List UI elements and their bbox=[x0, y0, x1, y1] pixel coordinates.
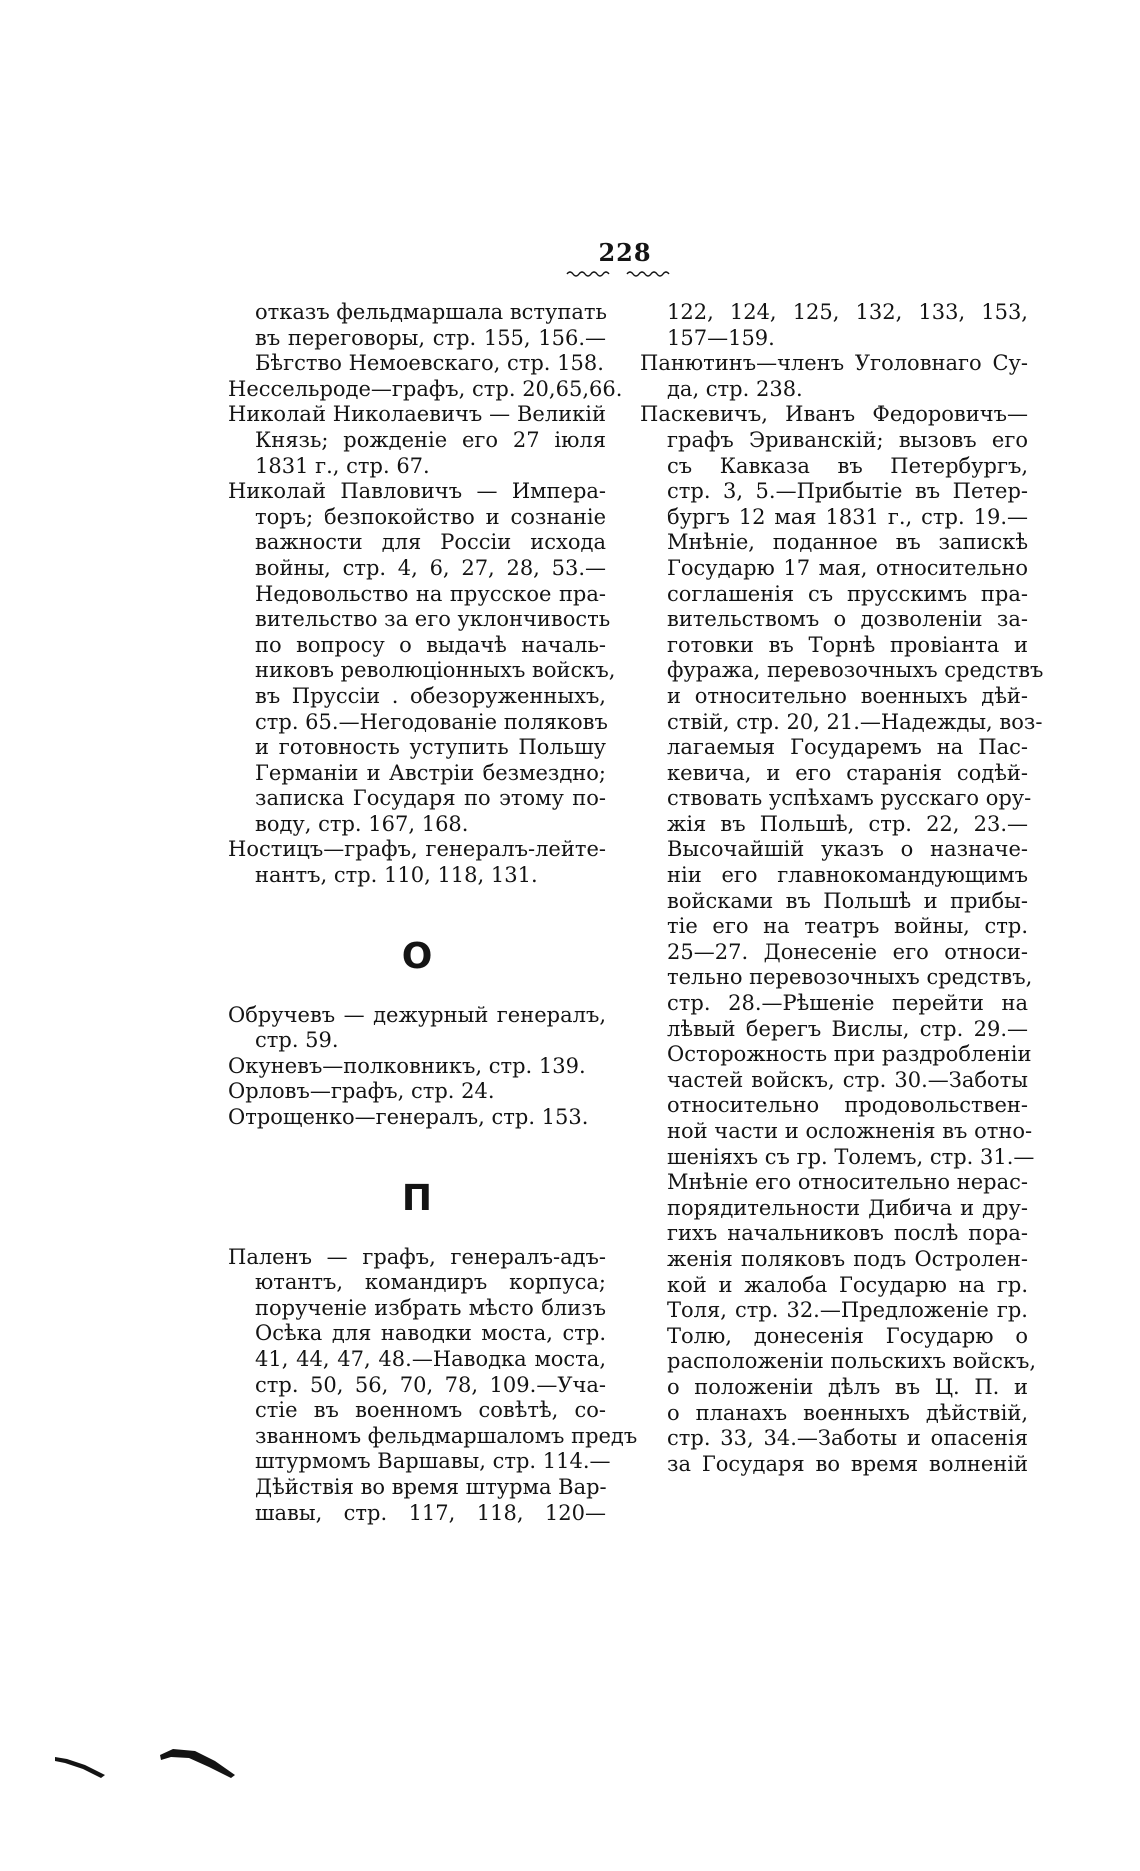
entry-line: Осѣка для наводки моста, стр. bbox=[255, 1321, 606, 1346]
entry-line: записка Государя по этому по- bbox=[255, 786, 606, 811]
section-spacer bbox=[228, 889, 606, 937]
index-entry bbox=[228, 1244, 638, 1527]
entry-line: войны, стр. 4, 6, 27, 28, 53.— bbox=[255, 555, 606, 580]
entry-line: съ Кавказа въ Петербургъ, bbox=[667, 453, 1028, 478]
entry-line: тельно перевозочныхъ средствъ, bbox=[667, 965, 1033, 990]
entry-line: Орловъ—графъ, стр. 24. bbox=[228, 1079, 495, 1104]
entry-line: лагаемыя Государемъ на Пас- bbox=[667, 735, 1028, 760]
section-letter-p: П bbox=[401, 1177, 433, 1219]
entry-line: важности для Россiи исхода bbox=[255, 530, 606, 555]
ornament-divider bbox=[565, 268, 685, 280]
entry-line: торъ; безпокойство и сознанiе bbox=[255, 504, 606, 529]
entry-line: расположенiи польскихъ войскъ, bbox=[667, 1349, 1037, 1374]
entry-line: стр. 65.—Негодованiе поляковъ bbox=[255, 709, 608, 734]
entry-line: стр. 50, 56, 70, 78, 109.—Уча- bbox=[255, 1372, 606, 1397]
entry-line: 122, 124, 125, 132, 133, 153, bbox=[667, 300, 1028, 324]
entry-line: ютантъ, командиръ корпуса; bbox=[255, 1270, 606, 1295]
entry-line: частей войскъ, стр. 30.—Заботы bbox=[667, 1067, 1028, 1092]
entry-line: Обручевъ — дежурный генералъ, bbox=[228, 1002, 606, 1027]
entry-line: тiе его на театръ войны, стр. bbox=[667, 914, 1028, 939]
entry-line: ствiй, стр. 20, 21.—Надежды, воз- bbox=[667, 709, 1043, 734]
entry-line: Мнѣнiе его относительно нерас- bbox=[667, 1170, 1028, 1195]
section-spacer bbox=[228, 1219, 606, 1245]
page-number: 228 bbox=[598, 238, 652, 267]
entry-line: относительно продовольствен- bbox=[667, 1093, 1028, 1118]
entry-line: стр. 3, 5.—Прибытiе въ Петер- bbox=[667, 479, 1028, 504]
entry-line: фуража, перевозочныхъ средствъ bbox=[667, 658, 1044, 683]
index-entry bbox=[640, 402, 1044, 1477]
entry-line: въ Пруссiи . обезоруженныхъ, bbox=[255, 683, 606, 708]
entry-line: порядительности Дибича и дру- bbox=[667, 1195, 1028, 1220]
entry-line: стр. 28.—Рѣшенiе перейти на bbox=[667, 991, 1028, 1016]
entry-line: Бѣгство Немоевскаго, стр. 158. bbox=[255, 351, 604, 376]
entry-line: Паскевичъ, Иванъ Федоровичъ— bbox=[640, 402, 1028, 427]
entry-line: нiи его главнокомандующимъ bbox=[667, 863, 1028, 888]
left-column bbox=[228, 300, 638, 1526]
entry-line: Ностицъ—графъ, генералъ-лейте- bbox=[228, 837, 606, 862]
entry-line: отказъ фельдмаршала вступать bbox=[255, 300, 607, 324]
section-spacer bbox=[228, 977, 606, 1003]
entry-line: порученiе избрать мѣсто близъ bbox=[255, 1295, 606, 1320]
entry-line: Мнѣнiе, поданное въ запискѣ bbox=[667, 530, 1028, 555]
entry-line: Недовольство на прусское пра- bbox=[255, 581, 606, 606]
entry-line: кой и жалоба Государю на гр. bbox=[667, 1272, 1028, 1297]
entry-line: стр. 59. bbox=[255, 1028, 339, 1053]
index-entry bbox=[228, 402, 606, 479]
index-entry bbox=[228, 1054, 606, 1080]
entry-line: Князь; рожденiе его 27 iюля bbox=[255, 427, 606, 452]
entry-line: стiе въ военномъ совѣтѣ, со- bbox=[255, 1398, 606, 1423]
entry-line: Дѣйствiя во время штурма Вар- bbox=[255, 1474, 607, 1499]
entry-line: графъ Эриванскiй; вызовъ его bbox=[667, 427, 1028, 452]
index-entry bbox=[228, 1003, 606, 1054]
entry-line: 41, 44, 47, 48.—Наводка моста, bbox=[255, 1347, 606, 1371]
entry-line: лѣвый берегъ Вислы, стр. 29.— bbox=[667, 1016, 1028, 1041]
entry-line: Николай Николаевичъ — Великiй bbox=[228, 402, 606, 427]
entry-line: Государю 17 мая, относительно bbox=[667, 555, 1028, 580]
entry-line: кевича, и его старанiя содѣй- bbox=[667, 760, 1028, 785]
index-entry bbox=[228, 376, 623, 403]
entry-line: никовъ революцiонныхъ войскъ, bbox=[255, 658, 616, 683]
entry-line: Высочайшiй указъ о назначе- bbox=[667, 837, 1028, 862]
entry-line: Нессельроде—графъ, стр. 20,65,66. bbox=[228, 376, 623, 401]
index-entry bbox=[228, 837, 606, 888]
entry-line: Толю, донесенiя Государю о bbox=[667, 1323, 1028, 1348]
entry-line: ствовать успѣхамъ русскаго ору- bbox=[667, 786, 1032, 811]
entry-line: Толя, стр. 32.—Предложенiе гр. bbox=[667, 1298, 1028, 1323]
entry-line: 157—159. bbox=[667, 325, 775, 350]
entry-line: по вопросу о выдачѣ началь- bbox=[255, 632, 606, 657]
entry-line: и относительно военныхъ дѣй- bbox=[667, 683, 1028, 708]
entry-line: вительство за его уклончивость bbox=[255, 607, 611, 632]
entry-line: Паленъ — графъ, генералъ-адъ- bbox=[228, 1244, 606, 1269]
entry-line: гихъ начальниковъ послѣ пора- bbox=[667, 1221, 1028, 1246]
entry-line: шенiяхъ съ гр. Толемъ, стр. 31.— bbox=[667, 1144, 1035, 1169]
entry-line: Окуневъ—полковникъ, стр. 139. bbox=[228, 1053, 586, 1078]
entry-line: готовки въ Торнѣ провiанта и bbox=[667, 632, 1028, 657]
entry-line: за Государя во время волненiй bbox=[667, 1451, 1028, 1476]
section-letter-o: О bbox=[401, 935, 433, 977]
entry-line: Германiи и Австрiи безмездно; bbox=[255, 760, 606, 785]
entry-line: женiя поляковъ подъ Остролен- bbox=[667, 1246, 1028, 1271]
entry-line: о планахъ военныхъ дѣйствiй, bbox=[667, 1400, 1028, 1425]
index-entry bbox=[228, 1105, 606, 1131]
entry-line: Николай Павловичъ — Импера- bbox=[228, 479, 606, 504]
entry-line: Осторожность при раздробленiи bbox=[667, 1042, 1032, 1067]
entry-line: Отрощенко—генералъ, стр. 153. bbox=[228, 1105, 589, 1130]
entry-line: бургъ 12 мая 1831 г., стр. 19.— bbox=[667, 504, 1028, 529]
entry-line: о положенiи дѣлъ въ Ц. П. и bbox=[667, 1374, 1028, 1399]
entry-line: штурмомъ Варшавы, стр. 114.— bbox=[255, 1449, 611, 1474]
entry-line: жiя въ Польшѣ, стр. 22, 23.— bbox=[667, 811, 1028, 836]
entry-line: 25—27. Донесенiе его относи- bbox=[667, 939, 1028, 964]
index-entry-continuation bbox=[640, 300, 1028, 351]
scan-mark bbox=[55, 1745, 245, 1785]
index-entry bbox=[640, 351, 1028, 402]
entry-line: Панютинъ—членъ Уголовнаго Су- bbox=[640, 351, 1028, 376]
entry-line: нантъ, стр. 110, 118, 131. bbox=[255, 863, 538, 888]
entry-line: стр. 33, 34.—Заботы и опасенiя bbox=[667, 1426, 1028, 1451]
entry-line: и готовность уступить Польшу bbox=[255, 735, 606, 760]
entry-line: 1831 г., стр. 67. bbox=[255, 453, 430, 478]
index-entry bbox=[228, 479, 616, 837]
entry-line: званномъ фельдмаршаломъ предъ bbox=[255, 1423, 638, 1448]
entry-line: воду, стр. 167, 168. bbox=[255, 811, 469, 836]
right-column bbox=[640, 300, 1044, 1477]
entry-line: соглашенiя съ прусскимъ пра- bbox=[667, 581, 1028, 606]
index-entry-continuation bbox=[228, 300, 606, 377]
entry-line: ной части и осложненiя въ отно- bbox=[667, 1119, 1033, 1143]
section-spacer bbox=[228, 1131, 606, 1179]
entry-line: да, стр. 238. bbox=[667, 376, 803, 401]
entry-line: вительствомъ о дозволенiи за- bbox=[667, 607, 1028, 632]
entry-line: шавы, стр. 117, 118, 120— bbox=[255, 1500, 606, 1525]
index-entry bbox=[228, 1079, 606, 1105]
entry-line: въ переговоры, стр. 155, 156.— bbox=[255, 325, 606, 350]
entry-line: войсками въ Польшѣ и прибы- bbox=[667, 888, 1028, 913]
